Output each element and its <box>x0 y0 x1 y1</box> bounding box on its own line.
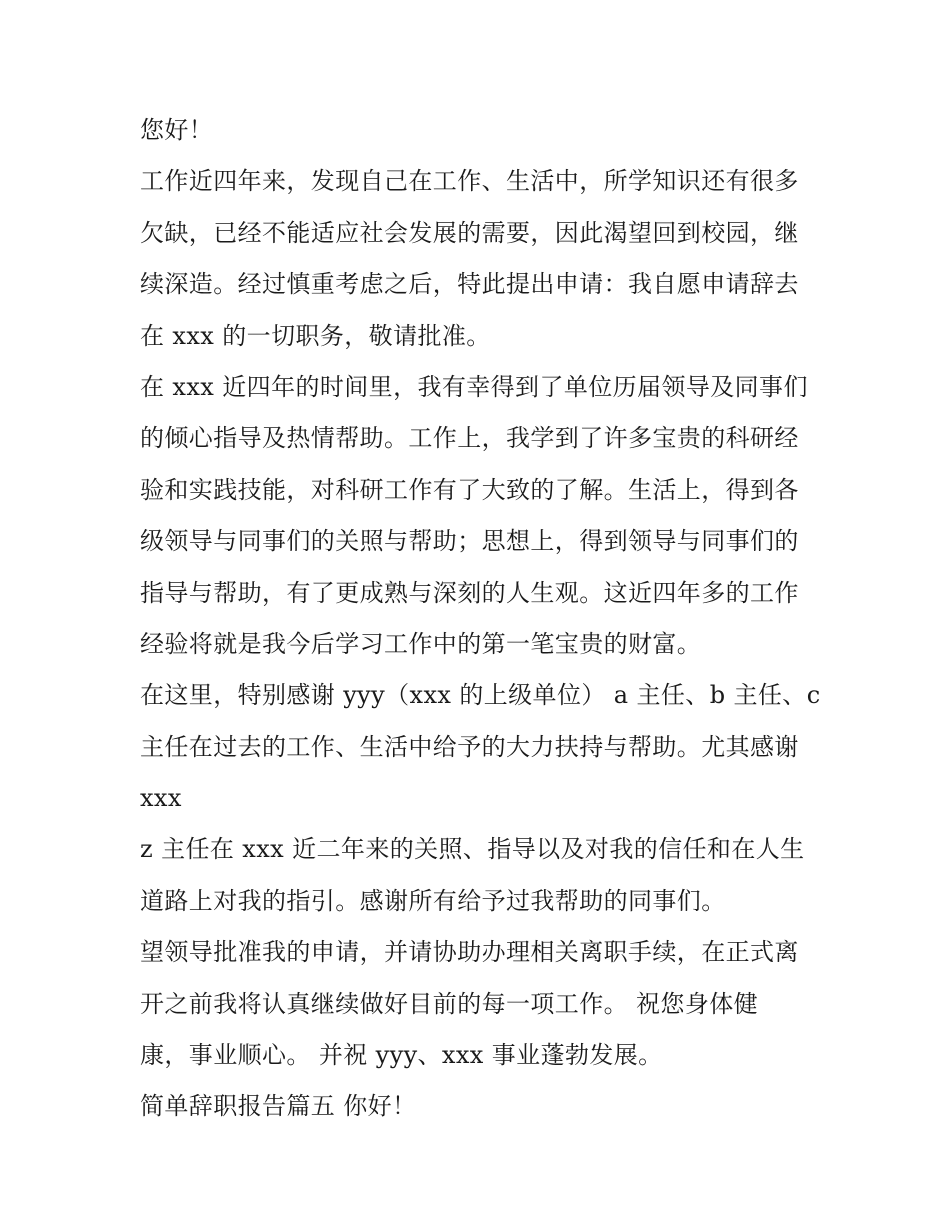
text-line: 开之前我将认真继续做好目前的每一项工作。 祝您身体健 <box>140 989 759 1018</box>
text-line: 续深造。经过慎重考虑之后，特此提出申请：我自愿申请辞去 <box>140 270 799 299</box>
text-line: 望领导批准我的申请，并请协助办理相关离职手续，在正式离 <box>140 938 799 967</box>
text-line: 欠缺，已经不能适应社会发展的需要，因此渴望回到校园，继 <box>140 218 799 247</box>
text-line: 级领导与同事们的关照与帮助；思想上，得到领导与同事们的 <box>140 527 799 556</box>
text-line: z 主任在 xxx 近二年来的关照、指导以及对我的信任和在人生 <box>140 835 805 864</box>
text-line: 主任在过去的工作、生活中给予的大力扶持与帮助。尤其感谢 <box>140 732 799 761</box>
letter-body <box>140 111 820 1139</box>
text-line: 道路上对我的指引。感谢所有给予过我帮助的同事们。 <box>140 886 726 915</box>
text-line: 的倾心指导及热情帮助。工作上，我学到了许多宝贵的科研经 <box>140 424 799 453</box>
text-line: 在这里，特别感谢 yyy（xxx 的上级单位） a 主任、b 主任、c <box>140 681 821 710</box>
text-line: 在 xxx 的一切职务，敬请批准。 <box>140 321 491 350</box>
text-line: 在 xxx 近四年的时间里，我有幸得到了单位历届领导及同事们 <box>140 372 808 401</box>
text-line: 指导与帮助，有了更成熟与深刻的人生观。这近四年多的工作 <box>140 578 799 607</box>
text-line: xxx <box>140 784 182 813</box>
text-line: 验和实践技能，对科研工作有了大致的了解。生活上，得到各 <box>140 475 799 504</box>
text-line: 您好！ <box>140 116 214 144</box>
text-line: 简单辞职报告篇五 你好！ <box>140 1092 417 1121</box>
text-line: 工作近四年来，发现自己在工作、生活中，所学知识还有很多 <box>140 167 799 196</box>
text-line: 经验将就是我今后学习工作中的第一笔宝贵的财富。 <box>140 629 702 658</box>
text-line: 康，事业顺心。 并祝 yyy、xxx 事业蓬勃发展。 <box>140 1041 663 1070</box>
